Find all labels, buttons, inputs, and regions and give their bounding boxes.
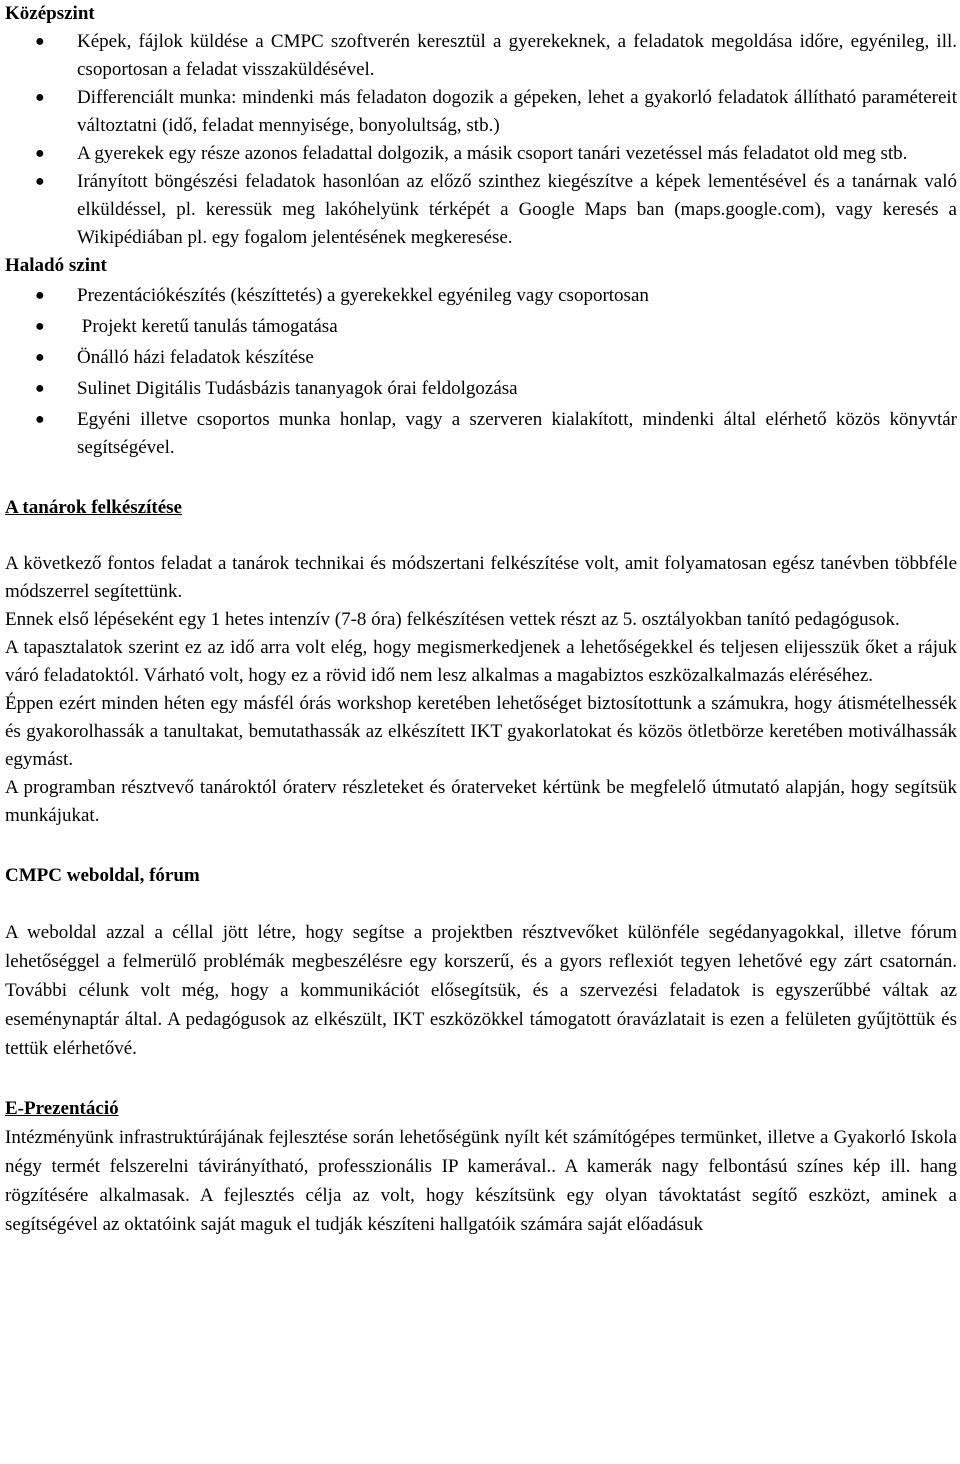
list-item-text: Sulinet Digitális Tudásbázis tananyagok órai feldolgozása bbox=[77, 378, 518, 399]
list-item bbox=[35, 84, 957, 140]
section-tanarok bbox=[5, 494, 957, 830]
list-item-text: Önálló házi feladatok készítése bbox=[77, 347, 314, 368]
list-item-text: A gyerekek egy része azonos feladattal dolgozik, a másik csoport tanári vezetéssel más feladatot old meg stb. bbox=[77, 143, 908, 164]
paragraph: A tapasztalatok szerint ez az idő arra volt elég, hogy megismerkedjenek a lehetőségekkel és teljesen elijesszük őket a rájuk váró feladatoktól. Várható volt, hogy ez a rövid idő nem lesz alkalmas a magabiztos eszközalkalmazás eléréséhez. bbox=[5, 637, 957, 686]
list-item bbox=[35, 140, 957, 168]
paragraph: A következő fontos feladat a tanárok technikai és módszertani felkészítése volt, amit folyamatosan egész tanévben többféle módszerrel segítettünk. bbox=[5, 553, 957, 602]
list-item-text: Egyéni illetve csoportos munka honlap, vagy a szerveren kialakított, mindenki által elérhető közös könyvtár segítségével. bbox=[77, 409, 957, 458]
bullet-icon: ● bbox=[35, 411, 45, 428]
list-item-text: Képek, fájlok küldése a CMPC szoftverén keresztül a gyerekeknek, a feladatok megoldása időre, egyénileg, ill. csoportosan a feladat visszaküldésével. bbox=[77, 31, 957, 80]
list-item bbox=[35, 406, 957, 462]
bullet-icon: ● bbox=[35, 318, 45, 335]
heading-tanarok: A tanárok felkészítése bbox=[5, 497, 182, 518]
list-item bbox=[35, 28, 957, 84]
paragraph: Éppen ezért minden héten egy másfél órás workshop keretében lehetőséget biztosítottunk a számukra, hogy átismételhessék és gyakorolhassák a tanultakat, bemutathassák az elkészített IKT gyakorlatokat és közös ötletbörze keretében motiválhassák egymást. bbox=[5, 693, 957, 770]
bullet-icon: ● bbox=[35, 380, 45, 397]
bullet-icon: ● bbox=[35, 287, 45, 304]
section-eprezentacio bbox=[5, 1095, 957, 1239]
list-item bbox=[35, 375, 957, 403]
paragraph: A weboldal azzal a céllal jött létre, hogy segítse a projektben résztvevőket különféle segédanyagokkal, illetve fórum lehetőséggel a felmerülő problémák megbeszélésre egy korszerű, és a gyors reflexiót tegyen lehetővé egy zárt csatornán. További célunk volt még, hogy a kommunikációt elősegítsük, és a szervezési feladatok is egyszerűbbé váltak az eseménynaptár által. A pedagógusok az elkészült, IKT eszközökkel támogatott óravázlatait is ezen a felületen gyűjtöttük és tettük elérhetővé. bbox=[5, 922, 957, 1059]
list-item-text: Differenciált munka: mindenki más feladaton dogozik a gépeken, lehet a gyakorló feladatok állítható paramétereit változtatni (idő, feladat mennyisége, bonyolultság, stb.) bbox=[77, 87, 957, 136]
paragraph: A programban résztvevő tanároktól óraterv részleteket és óraterveket kértünk be megfelelő útmutató alapján, hogy segítsük munkájukat. bbox=[5, 777, 957, 826]
bullet-icon: ● bbox=[35, 145, 45, 162]
list-item bbox=[35, 282, 957, 310]
bullet-icon: ● bbox=[35, 173, 45, 190]
list-item bbox=[35, 344, 957, 372]
bullet-icon: ● bbox=[35, 349, 45, 366]
heading-eprezentacio: E-Prezentáció bbox=[5, 1098, 119, 1119]
section-halado bbox=[5, 252, 957, 462]
list-item bbox=[35, 168, 957, 252]
section-kozepszint bbox=[5, 0, 957, 252]
heading-cmpc: CMPC weboldal, fórum bbox=[5, 865, 200, 886]
list-item-text: Prezentációkészítés (készíttetés) a gyerekekkel egyénileg vagy csoportosan bbox=[77, 285, 649, 306]
paragraph: Ennek első lépéseként egy 1 hetes intenzív (7-8 óra) felkészítésen vettek részt az 5. osztályokban tanító pedagógusok. bbox=[5, 609, 900, 630]
section-cmpc bbox=[5, 862, 957, 1063]
bullet-icon: ● bbox=[35, 33, 45, 50]
heading-kozepszint: Középszint bbox=[5, 3, 95, 24]
bullet-icon: ● bbox=[35, 89, 45, 106]
list-halado bbox=[5, 282, 957, 462]
list-item-text: Projekt keretű tanulás támogatása bbox=[77, 316, 338, 337]
list-item bbox=[35, 313, 957, 341]
heading-halado: Haladó szint bbox=[5, 255, 107, 276]
list-kozepszint bbox=[5, 28, 957, 252]
paragraph: Intézményünk infrastruktúrájának fejlesztése során lehetőségünk nyílt két számítógépes termünket, illetve a Gyakorló Iskola négy termét felszerelni távirányítható, professzionális IP kamerával.. A kamerák nagy felbontású színes kép ill. hang rögzítésére alkalmasak. A fejlesztés célja az volt, hogy készítsünk egy olyan távoktatást segítő eszközt, aminek a segítségével az oktatóink saját maguk el tudják készíteni hallgatóik számára saját előadásuk bbox=[5, 1127, 957, 1235]
list-item-text: Irányított böngészési feladatok hasonlóan az előző szinthez kiegészítve a képek lementésével és a tanárnak való elküldéssel, pl. keressük meg lakóhelyünk térképét a Google Maps ban (maps.google.com), vagy keresés a Wikipédiában pl. egy fogalom jelentésének megkeresése. bbox=[77, 171, 957, 248]
